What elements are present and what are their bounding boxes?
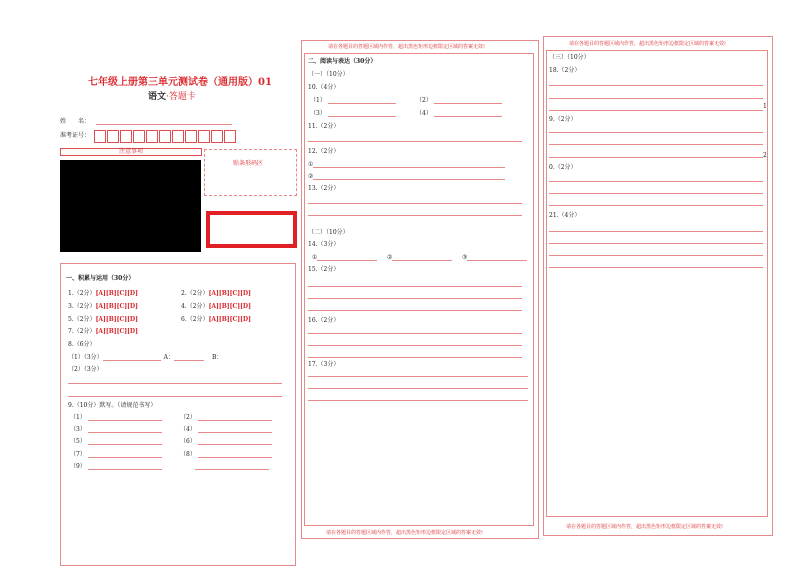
q9-label: 9.（10分）默写。（请规范书写） bbox=[68, 402, 157, 409]
q16-label: 16.（2分） bbox=[308, 317, 340, 324]
q10-item-3[interactable]: （3） bbox=[310, 110, 396, 117]
q20-line-1[interactable] bbox=[549, 181, 763, 182]
q9-item-2[interactable]: （2） bbox=[180, 414, 272, 421]
q14-item-2[interactable]: ② bbox=[387, 254, 452, 261]
q9-item-6[interactable]: （6） bbox=[180, 438, 272, 445]
mc-q1[interactable]: 1.（2分）[A][B][C][D] bbox=[68, 290, 138, 297]
q18-label: 18.（2分） bbox=[549, 67, 581, 74]
exam-title: 七年级上册第三单元测试卷（通用版）01 bbox=[88, 77, 272, 88]
q9-item-1[interactable]: （1） bbox=[70, 414, 162, 421]
q10-item-1[interactable]: （1） bbox=[310, 97, 396, 104]
q10-item-2[interactable]: （2） bbox=[416, 97, 502, 104]
q9-item-4[interactable]: （4） bbox=[180, 426, 272, 433]
q18-line-2[interactable] bbox=[549, 98, 763, 99]
q11-line[interactable] bbox=[308, 141, 522, 142]
q11-label: 11.（2分） bbox=[308, 123, 340, 130]
exam-id-label: 准考证号： bbox=[60, 132, 91, 139]
q8-label: 8.（6分） bbox=[68, 341, 96, 348]
q13-label: 13.（2分） bbox=[308, 185, 340, 192]
col3-bottom-notice: 请在各题目的答题区域内作答，超出黑色矩形边框限定区域的答案无效! bbox=[566, 524, 724, 530]
notice-header: 注意事项 bbox=[60, 148, 202, 156]
name-label: 姓 名： bbox=[60, 118, 91, 125]
q19-mark: 2 bbox=[763, 152, 767, 159]
q10-item-4[interactable]: （4） bbox=[416, 110, 502, 117]
section1-title: 一、积累与运用（30分） bbox=[66, 275, 135, 282]
q9-item-5[interactable]: （5） bbox=[70, 438, 162, 445]
q19-label: 9.（2分） bbox=[549, 116, 577, 123]
answer-card-label: 答题卡 bbox=[168, 92, 196, 102]
q21-line-2[interactable] bbox=[549, 243, 763, 244]
col3-top-notice: 请在各题目的答题区域内作答，超出黑色矩形边框限定区域的答案无效! bbox=[569, 41, 727, 47]
q17-line-3[interactable] bbox=[308, 400, 528, 401]
q8-line-1[interactable] bbox=[68, 383, 282, 384]
section2-title: 二、阅读与表达（30分） bbox=[308, 58, 377, 65]
q13-line-1[interactable] bbox=[308, 203, 522, 204]
q20-label: 0.（2分） bbox=[549, 164, 577, 171]
mc-q5[interactable]: 5.（2分）[A][B][C][D] bbox=[68, 316, 138, 323]
q15-line-3[interactable] bbox=[308, 310, 522, 311]
q16-line-2[interactable] bbox=[308, 345, 522, 346]
exam-subtitle: 语文·答题卡 bbox=[148, 92, 196, 102]
q8-part2: （2）（3分） bbox=[68, 366, 103, 373]
mc-q7[interactable]: 7.（2分）[A][B][C][D] bbox=[68, 328, 138, 335]
q15-line-2[interactable] bbox=[308, 298, 522, 299]
q8-a-line[interactable] bbox=[174, 360, 204, 361]
q9-item-7[interactable]: （7） bbox=[70, 451, 162, 458]
absent-mark-box[interactable] bbox=[206, 211, 297, 248]
q9-item-8[interactable]: （8） bbox=[180, 451, 272, 458]
q19-line-1[interactable] bbox=[549, 132, 763, 133]
section3-box bbox=[546, 50, 768, 517]
q8-answer-line[interactable] bbox=[103, 360, 161, 361]
q8-part1: （1）（3分） A： B： bbox=[68, 354, 223, 361]
part2-label: （二）（10分） bbox=[308, 229, 349, 236]
q20-line-2[interactable] bbox=[549, 193, 763, 194]
q19-line-2[interactable] bbox=[549, 144, 763, 145]
notice-block bbox=[60, 160, 201, 252]
q10-label: 10.（4分） bbox=[308, 84, 340, 91]
q15-label: 15.（2分） bbox=[308, 266, 340, 273]
part3-label: （三）（10分） bbox=[549, 54, 590, 61]
q17-line-2[interactable] bbox=[308, 388, 528, 389]
q17-line-1[interactable] bbox=[308, 376, 528, 377]
mc-q3[interactable]: 3.（2分）[A][B][C][D] bbox=[68, 303, 138, 310]
q18-mark: 1 bbox=[763, 103, 767, 110]
mc-q2[interactable]: 2.（2分）[A][B][C][D] bbox=[181, 290, 251, 297]
mc-q6[interactable]: 6.（2分）[A][B][C][D] bbox=[181, 316, 251, 323]
q12-item-2[interactable]: ② bbox=[308, 173, 505, 180]
q9-item-3[interactable]: （3） bbox=[70, 426, 162, 433]
q21-line-4[interactable] bbox=[549, 267, 763, 268]
q16-line-3[interactable] bbox=[308, 357, 522, 358]
col2-bottom-notice: 请在各题目的答题区域内作答，超出黑色矩形边框限定区域的答案无效! bbox=[326, 530, 484, 536]
q21-label: 21.（4分） bbox=[549, 212, 581, 219]
part1-label: （一）（10分） bbox=[308, 71, 349, 78]
q14-item-3[interactable]: ③ bbox=[462, 254, 527, 261]
name-field[interactable] bbox=[96, 124, 232, 125]
q14-label: 14.（3分） bbox=[308, 241, 340, 248]
q16-line-1[interactable] bbox=[308, 333, 522, 334]
subject-label: 语文 bbox=[148, 92, 167, 102]
q21-line-3[interactable] bbox=[549, 255, 763, 256]
mc-q4[interactable]: 4.（2分）[A][B][C][D] bbox=[181, 303, 251, 310]
q18-line-1[interactable] bbox=[549, 85, 763, 86]
q12-label: 12.（2分） bbox=[308, 148, 340, 155]
col2-top-notice: 请在各题目的答题区域内作答，超出黑色矩形边框限定区域的答案无效! bbox=[328, 44, 486, 50]
q20-line-3[interactable] bbox=[549, 205, 763, 206]
barcode-area: 贴条形码区 bbox=[204, 149, 297, 196]
q15-line-1[interactable] bbox=[308, 286, 522, 287]
q18-line-3[interactable] bbox=[549, 110, 763, 111]
q13-line-2[interactable] bbox=[308, 215, 522, 216]
q17-label: 17.（3分） bbox=[308, 361, 340, 368]
q9-item-9b-line[interactable] bbox=[195, 469, 269, 470]
q19-line-3[interactable] bbox=[549, 157, 763, 158]
q8-line-2[interactable] bbox=[68, 396, 282, 397]
q12-item-1[interactable]: ① bbox=[308, 161, 505, 168]
q9-item-9[interactable]: （9） bbox=[70, 463, 162, 470]
q21-line-1[interactable] bbox=[549, 231, 763, 232]
q14-item-1[interactable]: ① bbox=[312, 254, 377, 261]
